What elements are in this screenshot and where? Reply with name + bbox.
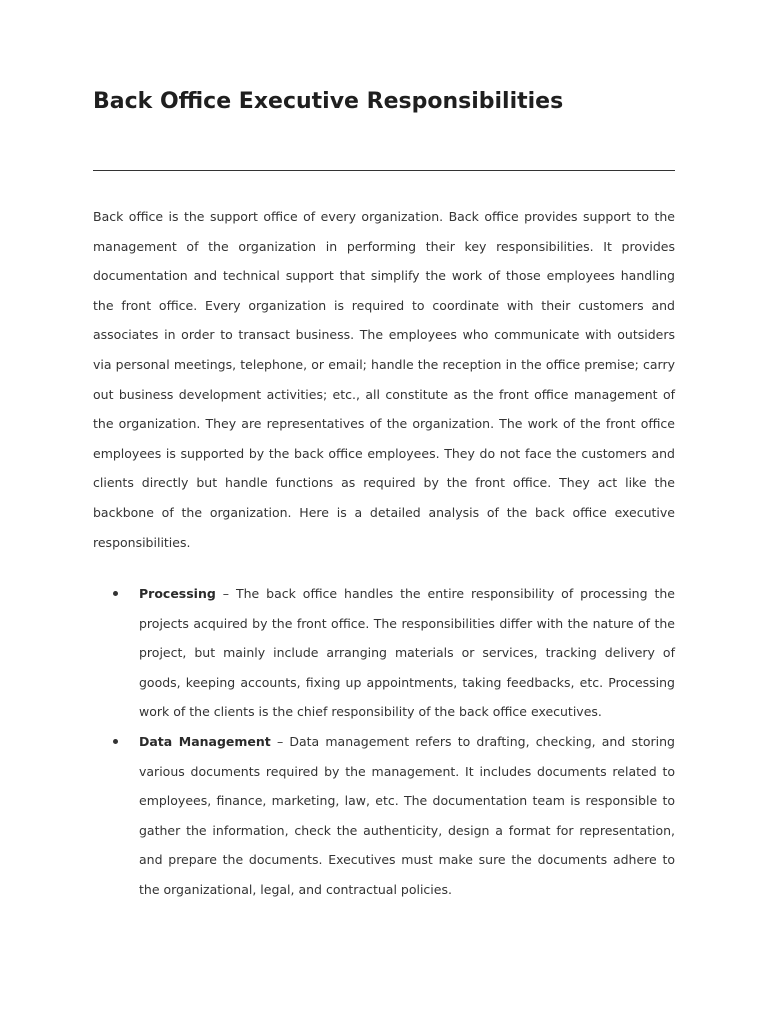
title-divider — [93, 170, 675, 171]
list-item-text: – Data management refers to drafting, checking, and storing various documents required by the management. It includes documents related to employees, finance, marketing, law, etc. The documentation team is responsible to gather the information, check the authenticity, design a format for representation, and prepare the documents. Executives must make sure the documents adhere to the organizational, legal, and contractual policies. — [139, 733, 675, 897]
list-item — [93, 727, 675, 905]
bullet-icon — [113, 739, 118, 744]
list-item — [93, 579, 675, 727]
bullet-icon — [113, 591, 118, 596]
page-title: Back Office Executive Responsibilities — [93, 89, 564, 114]
responsibility-list — [93, 579, 675, 905]
list-item-term: Processing — [139, 586, 216, 601]
list-item-term: Data Management — [139, 733, 271, 749]
intro-paragraph: Back office is the support office of every organization. Back office provides support to the management of the organization in performing their key responsibilities. It provides documentation and technical support that simplify the work of those employees handling the front office. Every organization is required to coordinate with their customers and associates in order to transact business. The employees who communicate with outsiders via personal meetings, telephone, or email; handle the reception in the office premise; carry out business development activities; etc., all constitute as the front office management of the organization. They are representatives of the organization. The work of the front office employees is supported by the back office employees. They do not face the customers and clients directly but handle functions as required by the front office. They act like the backbone of the organization. Here is a detailed analysis of the back office executive responsibilities. — [93, 209, 675, 550]
list-item-text: – The back office handles the entire responsibility of processing the projects acquired by the front office. The responsibilities differ with the nature of the project, but mainly include arranging materials or services, tracking delivery of goods, keeping accounts, fixing up appointments, taking feedbacks, etc. Processing work of the clients is the chief responsibility of the back office executives. — [139, 586, 675, 720]
